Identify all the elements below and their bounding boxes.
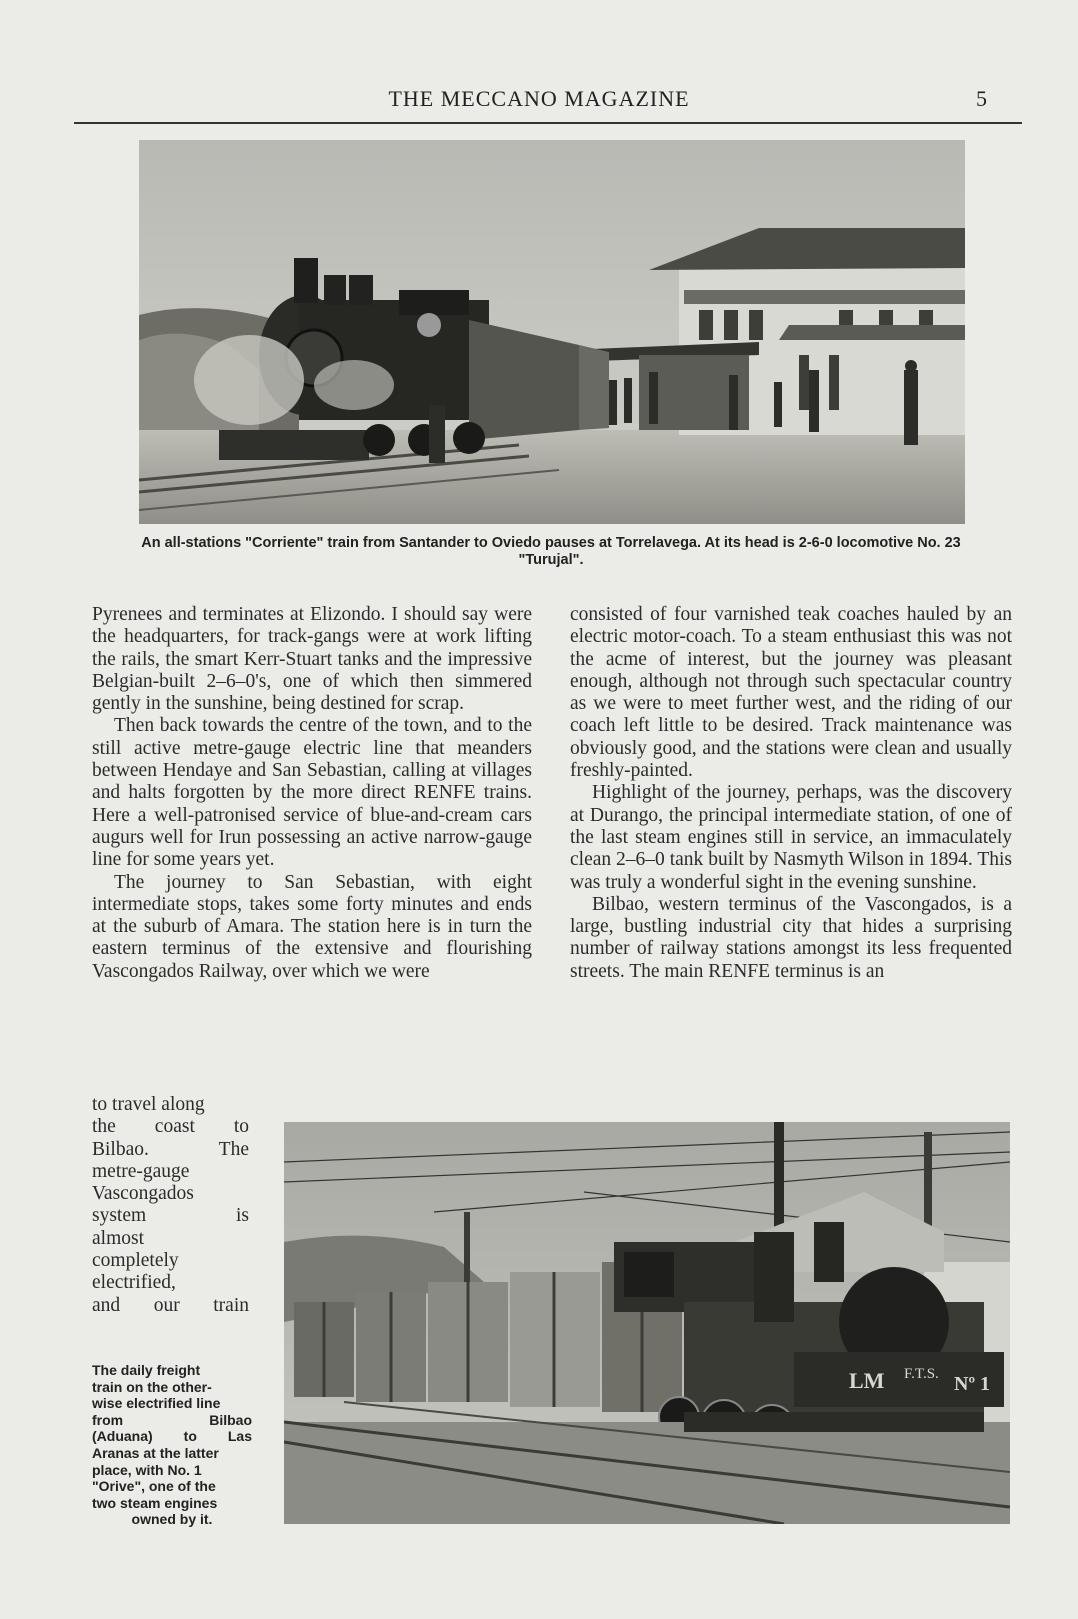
caption-line: train on the other- (92, 1378, 212, 1395)
locomotive-plate-lm: LM (849, 1368, 885, 1393)
article-line: almost (92, 1227, 144, 1249)
caption-line: two steam engines (92, 1494, 218, 1511)
photo-torrelavega-train (139, 140, 965, 524)
article-line: the coast to (92, 1116, 249, 1138)
article-column-narrow (92, 1094, 249, 1317)
article-line: to travel along (92, 1094, 205, 1115)
page-number: 5 (976, 86, 987, 111)
article-paragraph: Bilbao, western terminus of the Vascongados, is a large, bustling industrial city that hides a surprising number of railway stations amongst its less frequented streets. The main RENFE terminus is an (570, 893, 1012, 982)
article-line: system is (92, 1205, 249, 1227)
article-line: and our train (92, 1294, 249, 1316)
article-line: Bilbao. The (92, 1138, 249, 1160)
article-line: completely (92, 1250, 179, 1272)
locomotive-plate-number: Nº 1 (954, 1373, 991, 1395)
article-line: Vascongados (92, 1183, 194, 1205)
article-line: electrified, (92, 1272, 176, 1294)
caption-line: "Orive", one of the (92, 1478, 216, 1495)
article-column-right (570, 604, 1012, 983)
article-paragraph: Then back towards the centre of the town, and to the still active metre-gauge electric line that meanders between Hendaye and San Sebastian, calling at villages and halts forgotten by the more direct RENFE trains. Here a well-patronised service of blue-and-cream cars augurs well for Irun possessing an active narrow-gauge line for some years yet. (92, 715, 532, 871)
caption-line: wise electrified line (92, 1395, 221, 1412)
header-rule (74, 122, 1022, 124)
caption-line: owned by it. (131, 1511, 213, 1528)
photo-freight-train-orive (284, 1122, 1010, 1524)
caption-line: Aranas at the latter (92, 1444, 219, 1461)
article-paragraph: Pyrenees and terminates at Elizondo. I should say were the headquarters, for track-gangs were at work lifting the rails, the smart Kerr-Stuart tanks and the impressive Belgian-built 2–6–0's, one of which then simmered gently in the sunshine, being destined for scrap. (92, 604, 532, 715)
caption-line: The daily freight (92, 1362, 201, 1378)
article-column-left (92, 604, 532, 983)
magazine-title: THE MECCANO MAGAZINE (388, 86, 690, 111)
article-paragraph: The journey to San Sebastian, with eight intermediate stops, takes some forty minutes and ends at the suburb of Amara. The station here is in turn the eastern terminus of the extensive and flourishing Vascongados Railway, over which we were (92, 871, 532, 982)
top-photo-caption: An all-stations "Corriente" train from Santander to Oviedo pauses at Torrelavega. At its head is 2-6-0 locomotive No. 23 "Turujal". (141, 535, 961, 568)
caption-line: from Bilbao (92, 1411, 252, 1428)
caption-line: place, with No. 1 (92, 1461, 202, 1478)
article-paragraph: consisted of four varnished teak coaches hauled by an electric motor-coach. To a steam enthusiast this was not the acme of interest, but the journey was pleasant enough, although not through such spectacular country as we were to meet further west, and the riding of our coach left little to be desired. Track maintenance was obviously good, and the stations were clean and usually freshly-painted. (570, 604, 1012, 782)
locomotive-plate-company: F.T.S. (904, 1366, 939, 1382)
article-line: metre-gauge (92, 1160, 190, 1182)
bottom-photo-caption (92, 1362, 252, 1528)
caption-line: (Aduana) to Las (92, 1428, 252, 1445)
article-paragraph: Highlight of the journey, perhaps, was the discovery at Durango, the principal intermediate station, of one of the last steam engines still in service, an immaculately clean 2–6–0 tank built by Nasmyth Wilson in 1894. This was truly a wonderful sight in the evening sunshine. (570, 782, 1012, 893)
